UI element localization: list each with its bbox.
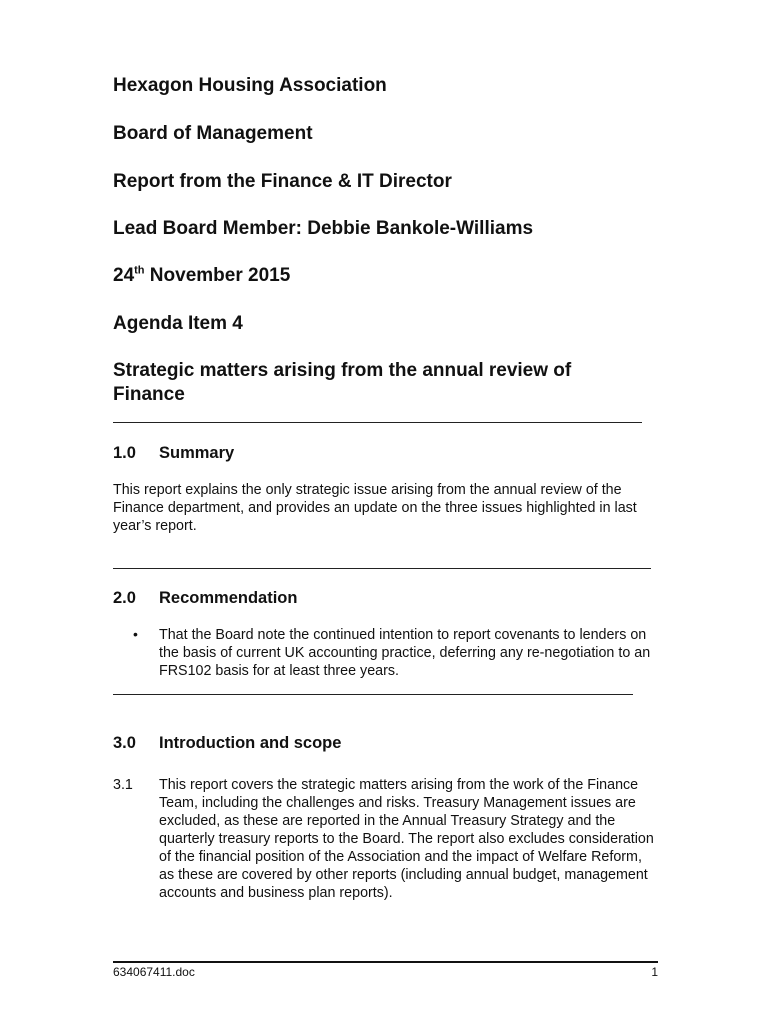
summary-paragraph: This report explains the only strategic issue arising from the annual review of the Finance department, and provides an update on the three issues highlighted in last year’s report. — [113, 482, 637, 534]
date-rest: November 2015 — [144, 265, 291, 286]
section-number-summary: 1.0 — [113, 444, 136, 462]
divider-rule — [113, 568, 651, 569]
section-title-recommendation: Recommendation — [159, 589, 298, 607]
subject-heading-line2: Finance — [113, 384, 185, 405]
section-number-introduction: 3.0 — [113, 734, 136, 752]
lead-member-heading: Lead Board Member: Debbie Bankole-Williams — [113, 218, 534, 239]
introduction-paragraph: This report covers the strategic matters arising from the work of the Finance Team, including the challenges and risks. Treasury Management issues are excluded, as these are reported in the Annual Treasury Strategy and the quarterly treasury reports to the Board. The report also excludes consideration of the financial position of the Association and the impact of Welfare Reform, as these are covered by other reports (including annual budget, management accounts and business plan reports). — [159, 777, 654, 901]
section-title-summary: Summary — [159, 444, 235, 462]
date-day: 24 — [113, 265, 135, 286]
footer-filename: 634067411.doc — [113, 965, 195, 979]
agenda-item-heading: Agenda Item 4 — [113, 313, 243, 334]
board-heading: Board of Management — [113, 123, 313, 144]
date-suffix: th — [134, 264, 145, 277]
recommendation-paragraph: That the Board note the continued intention to report covenants to lenders on the basis of current UK accounting practice, deferring any re-negotiation to an FRS102 basis for at least three years. — [159, 627, 651, 679]
divider-rule — [113, 694, 633, 695]
section-number-recommendation: 2.0 — [113, 589, 136, 607]
report-from-heading: Report from the Finance & IT Director — [113, 171, 452, 192]
section-title-introduction: Introduction and scope — [159, 734, 342, 752]
footer-rule — [113, 961, 658, 963]
paragraph-number: 3.1 — [113, 777, 133, 793]
bullet-marker: • — [133, 626, 138, 642]
date-heading — [113, 264, 290, 288]
divider-rule — [113, 422, 642, 423]
footer-page-number: 1 — [651, 965, 658, 979]
organisation-heading: Hexagon Housing Association — [113, 75, 387, 96]
subject-heading-line1: Strategic matters arising from the annual review of — [113, 360, 572, 381]
